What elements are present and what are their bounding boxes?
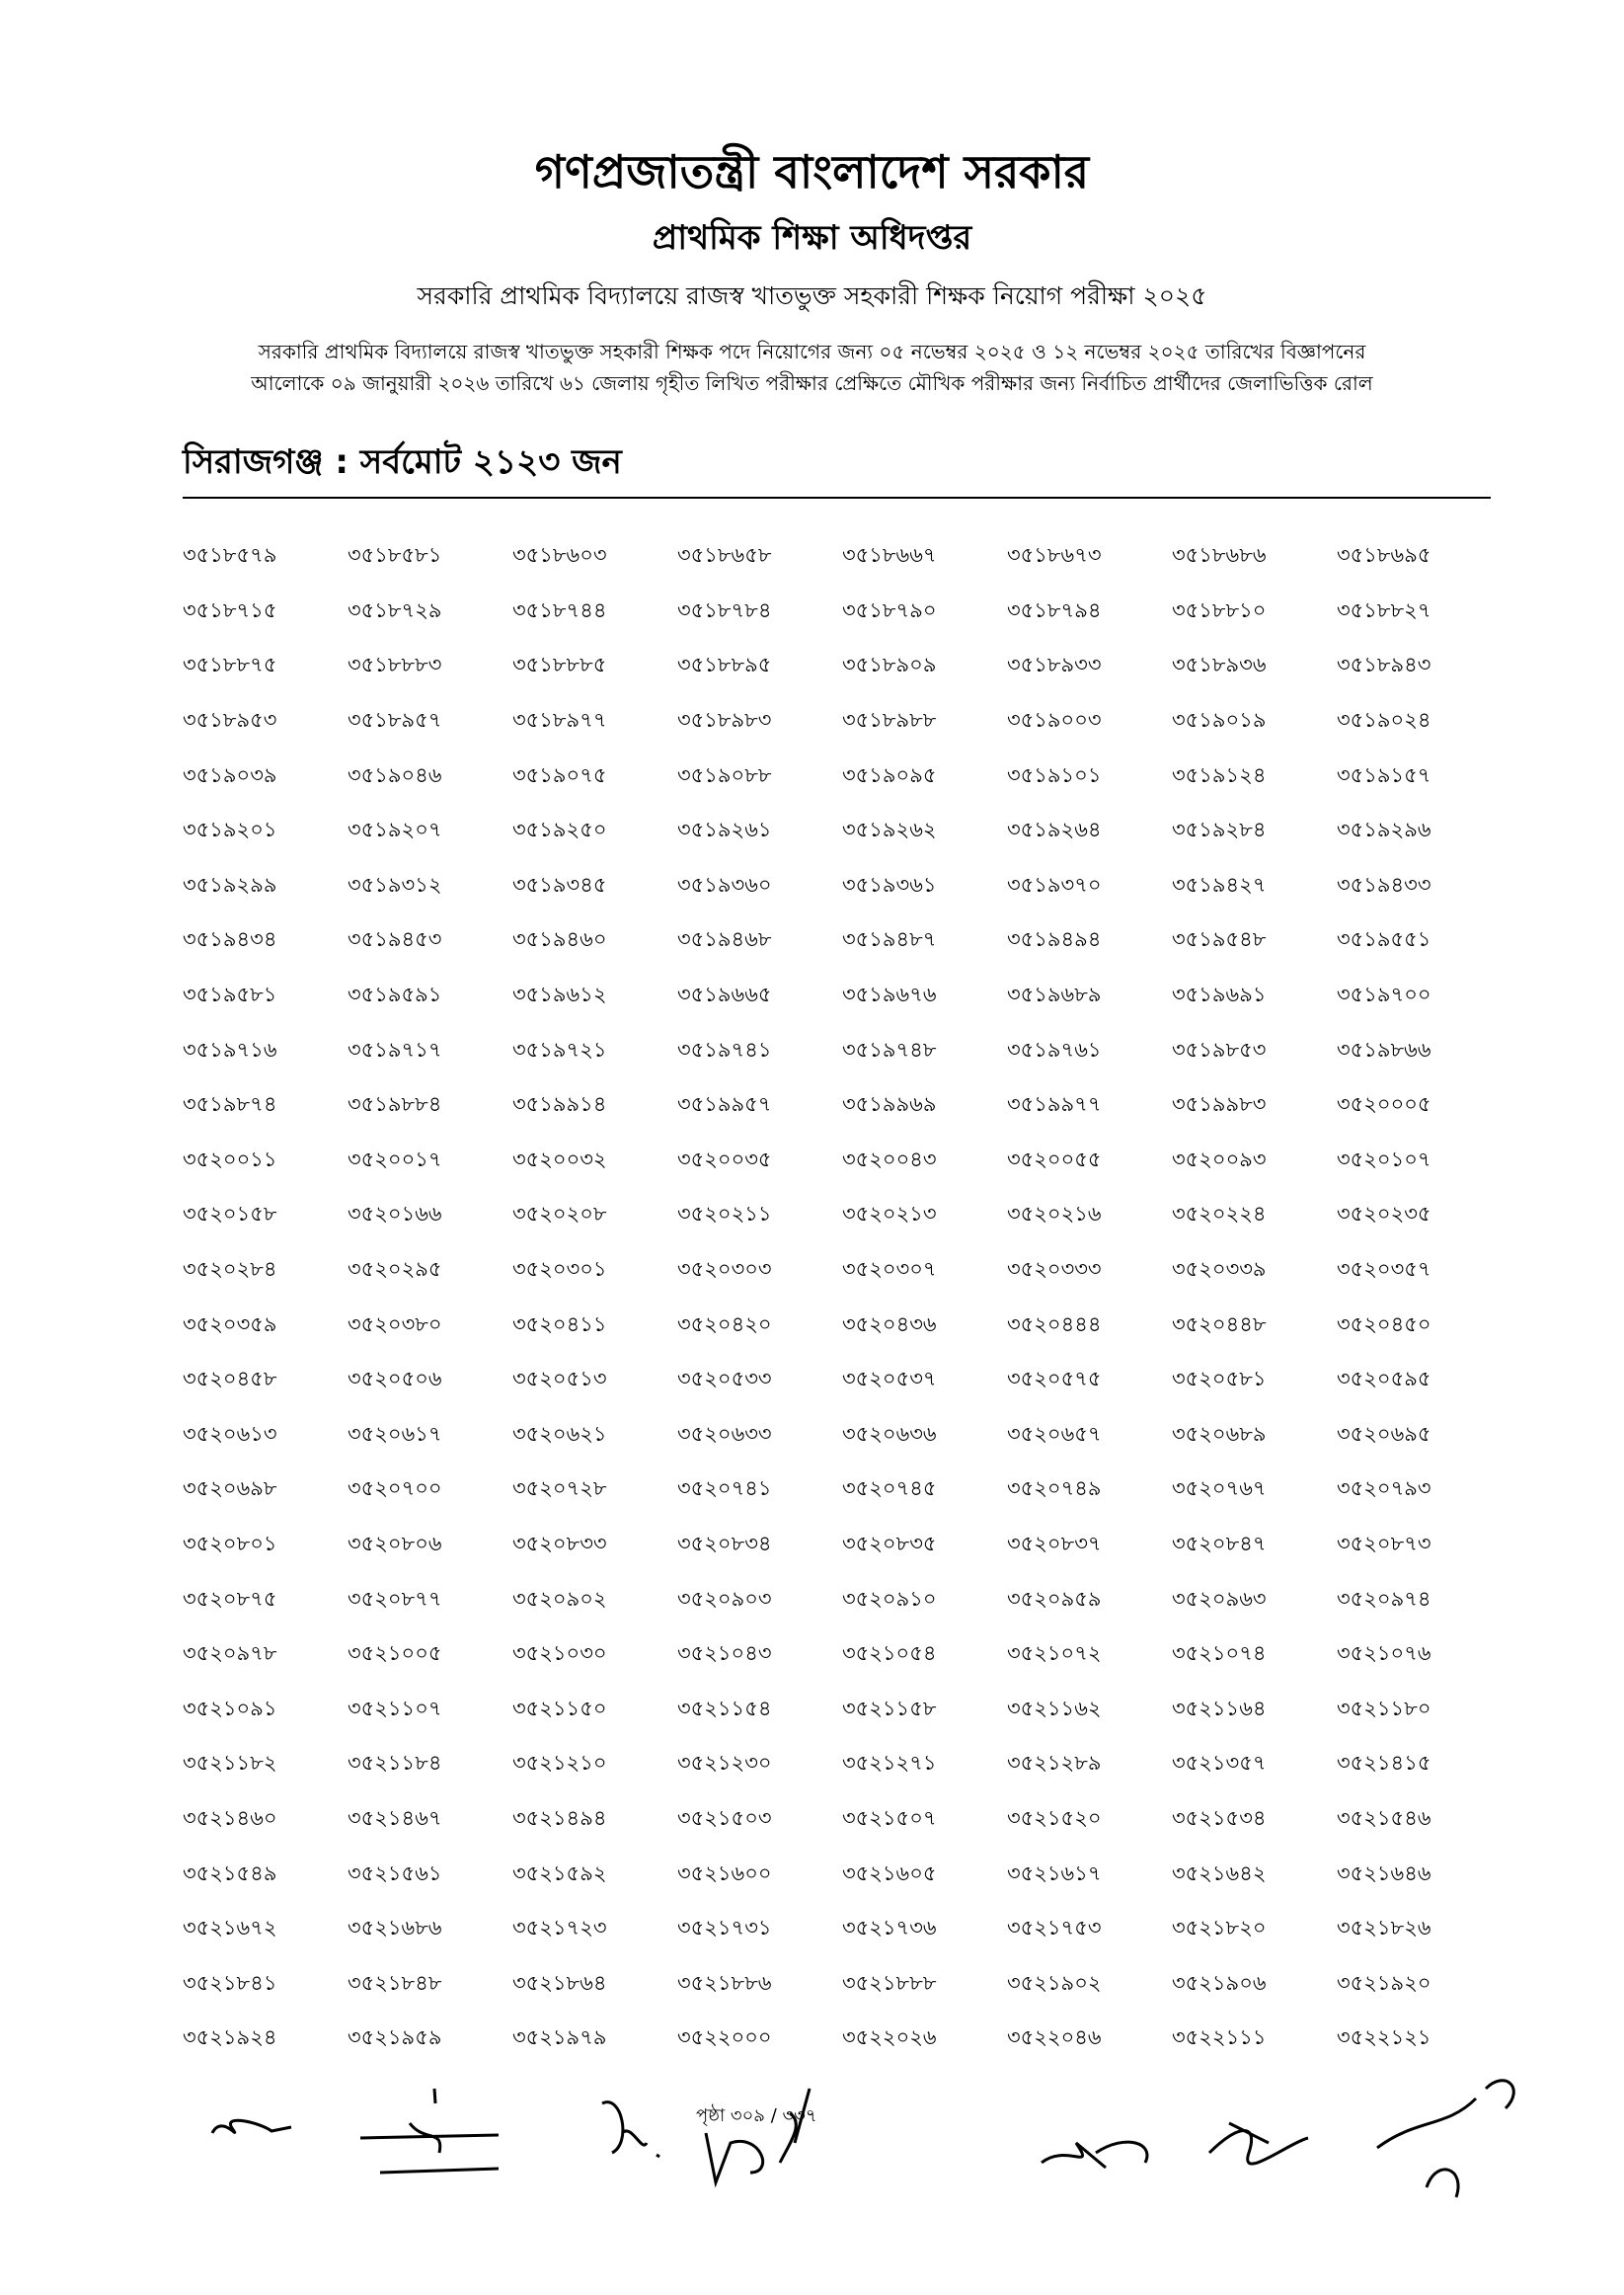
roll-number: ৩৫২১০৭২ [1007,1641,1102,1666]
roll-number: ৩৫২১১৮৪ [348,1751,442,1776]
roll-number: ৩৫২১৬০০ [677,1860,772,1885]
roll-number: ৩৫২২০৪৬ [1007,2025,1102,2050]
roll-number: ৩৫২০৩০১ [512,1257,607,1282]
roll-number: ৩৫২১৮৮৬ [677,1970,772,1995]
roll-number: ৩৫২১১৫০ [512,1696,607,1720]
roll-number: ৩৫১৮৬৫৮ [677,543,772,568]
roll-number: ৩৫২০৫৮১ [1172,1367,1267,1391]
roll-number: ৩৫১৮৫৮১ [348,543,442,568]
roll-number: ৩৫২০৩৫৯ [183,1311,277,1336]
roll-number: ৩৫২১১৮২ [183,1751,277,1776]
roll-number: ৩৫১৮৯৭৭ [512,708,607,733]
roll-number: ৩৫২০৩০৩ [677,1257,772,1282]
roll-number: ৩৫২১৫০৩ [677,1805,772,1830]
exam-title: সরকারি প্রাথমিক বিদ্যালয়ে রাজস্ব খাতভুক্ত সহকারী শিক্ষক নিয়োগ পরীক্ষা ২০২৫ [417,281,1207,310]
roll-number: ৩৫১৯৭৬১ [1007,1037,1102,1062]
roll-number: ৩৫২১১০৭ [348,1696,442,1720]
roll-number: ৩৫১৯৯৭৭ [1007,1092,1102,1117]
roll-number: ৩৫২১৬৮৬ [348,1916,442,1940]
roll-number: ৩৫১৯৮৭৪ [183,1092,277,1117]
roll-number: ৩৫১৯৫৯১ [348,983,442,1007]
roll-number: ৩৫২১৯০৬ [1172,1970,1267,1995]
roll-number: ৩৫১৯৬৯১ [1172,983,1267,1007]
roll-number: ৩৫১৮৮৯৫ [677,653,772,677]
roll-number: ৩৫১৯১২৪ [1172,762,1267,787]
roll-number: ৩৫১৯২৯৬ [1337,818,1431,842]
roll-number: ৩৫১৮৭৯০ [842,597,937,622]
roll-number: ৩৫২১১৫৪ [677,1696,772,1720]
roll-number: ৩৫১৯৪৩৪ [183,927,277,952]
roll-number: ৩৫২০৯৬৩ [1172,1586,1267,1611]
roll-number: ৩৫১৮৯০৯ [842,653,937,677]
roll-number: ৩৫১৮৭৪৪ [512,597,607,622]
roll-number: ৩৫২০৭৯৩ [1337,1476,1431,1501]
roll-number: ৩৫১৯৩১২ [348,872,442,897]
roll-number: ৩৫২০৩৩৩ [1007,1257,1102,1282]
roll-number: ৩৫১৮৮৭৫ [183,653,277,677]
roll-number: ৩৫২১৫৪৯ [183,1860,277,1885]
heading-divider [183,497,1491,499]
signature-5 [1199,2084,1318,2182]
roll-number: ৩৫২১৫৩৪ [1172,1805,1267,1830]
roll-number: ৩৫২১৮৪৮ [348,1970,442,1995]
roll-number: ৩৫১৯৭৪৮ [842,1037,937,1062]
roll-number: ৩৫২০৯৫৯ [1007,1586,1102,1611]
roll-number: ৩৫২১৮৮৮ [842,1970,937,1995]
roll-number-grid [183,529,1502,2067]
roll-number: ৩৫১৮৮৮৫ [512,653,607,677]
roll-number: ৩৫২১৮২৬ [1337,1916,1431,1940]
roll-number: ৩৫১৯৬১২ [512,983,607,1007]
roll-number: ৩৫২০৭৬৭ [1172,1476,1267,1501]
roll-number: ৩৫১৯২০৭ [348,818,442,842]
roll-number: ৩৫২১৬৪৬ [1337,1860,1431,1885]
roll-number: ৩৫২০৭৪১ [677,1476,772,1501]
roll-number: ৩৫২১৩৫৭ [1172,1751,1267,1776]
roll-number: ৩৫২০৫৩৭ [842,1367,937,1391]
notice-line-1: সরকারি প্রাথমিক বিদ্যালয়ে রাজস্ব খাতভুক্ত সহকারী শিক্ষক পদে নিয়োগের জন্য ০৫ নভেম্বর ২০২৫ ও ১২ নভেম্বর ২০২৫ তারিখের বিজ্ঞাপনের [258,340,1366,363]
roll-number: ৩৫২১০৪৩ [677,1641,772,1666]
directorate-title: প্রাথমিক শিক্ষা অধিদপ্তর [652,218,972,258]
roll-number: ৩৫১৯৮৬৬ [1337,1037,1431,1062]
roll-number: ৩৫২০৯১০ [842,1586,937,1611]
roll-number: ৩৫২০০১৭ [348,1147,442,1171]
roll-number: ৩৫২০৯৭৪ [1337,1586,1431,1611]
roll-number: ৩৫২১৬৭২ [183,1916,277,1940]
roll-number: ৩৫১৮৬৯৫ [1337,543,1431,568]
roll-number: ৩৫২০২৯৫ [348,1257,442,1282]
roll-number: ৩৫২০৩৫৭ [1337,1257,1431,1282]
roll-number: ৩৫১৯৬৮৯ [1007,983,1102,1007]
roll-number: ৩৫১৯৯১৪ [512,1092,607,1117]
roll-number: ৩৫২০৪২০ [677,1311,772,1336]
roll-number: ৩৫২১৭৩৬ [842,1916,937,1940]
roll-number: ৩৫১৯৯৮৩ [1172,1092,1267,1117]
roll-number: ৩৫২১৭২৩ [512,1916,607,1940]
roll-number: ৩৫২০০৫৫ [1007,1147,1102,1171]
roll-number: ৩৫২০৬২১ [512,1421,607,1446]
roll-number: ৩৫২১৪৬৭ [348,1805,442,1830]
roll-number: ৩৫২০০৩২ [512,1147,607,1171]
roll-number: ৩৫২১৮৪১ [183,1970,277,1995]
roll-number: ৩৫২০৪৪৮ [1172,1311,1267,1336]
roll-number: ৩৫২০০৩৫ [677,1147,772,1171]
roll-number: ৩৫২২১২১ [1337,2025,1431,2050]
roll-number: ৩৫১৮৬৬৭ [842,543,937,568]
roll-number: ৩৫১৯৭০০ [1337,983,1431,1007]
roll-number: ৩৫২০১০৭ [1337,1147,1431,1171]
roll-number: ৩৫২১৫৯২ [512,1860,607,1885]
roll-number: ৩৫১৯৫৮১ [183,983,277,1007]
roll-number: ৩৫২০৬৫৭ [1007,1421,1102,1446]
roll-number: ৩৫২২০২৬ [842,2025,937,2050]
roll-number: ৩৫১৯২০১ [183,818,277,842]
roll-number: ৩৫১৯০৯৫ [842,762,937,787]
roll-number: ৩৫২০২১৩ [842,1202,937,1227]
roll-number: ৩৫১৮৯৩৬ [1172,653,1267,677]
roll-number: ৩৫২০৭০০ [348,1476,442,1501]
roll-number: ৩৫২০৩৩৯ [1172,1257,1267,1282]
roll-number: ৩৫২০৪৫০ [1337,1311,1431,1336]
roll-number: ৩৫১৯৬৬৫ [677,983,772,1007]
roll-number: ৩৫২০৫১৩ [512,1367,607,1391]
roll-number: ৩৫২১৪৯৪ [512,1805,607,1830]
roll-number: ৩৫২০৫০৬ [348,1367,442,1391]
roll-number: ৩৫২০৮৩৩ [512,1531,607,1555]
roll-number: ৩৫২১২৩০ [677,1751,772,1776]
roll-number: ৩৫২১৯২৪ [183,2025,277,2050]
roll-number: ৩৫১৯৪৩৩ [1337,872,1431,897]
roll-number: ৩৫১৮৯৮৮ [842,708,937,733]
roll-number: ৩৫১৯০০৩ [1007,708,1102,733]
roll-number: ৩৫১৯০২৪ [1337,708,1431,733]
roll-number: ৩৫১৯৩৬০ [677,872,772,897]
roll-number: ৩৫১৮৯৫৩ [183,708,277,733]
roll-number: ৩৫২০৮৭৩ [1337,1531,1431,1555]
roll-number: ৩৫২০৪১১ [512,1311,607,1336]
roll-number: ৩৫১৯২৬১ [677,818,772,842]
roll-number: ৩৫২০০০৫ [1337,1092,1431,1117]
roll-number: ৩৫১৯৭৪১ [677,1037,772,1062]
roll-number: ৩৫২১২১০ [512,1751,607,1776]
notice-line-2: আলোকে ০৯ জানুয়ারী ২০২৬ তারিখে ৬১ জেলায় গৃহীত লিখিত পরীক্ষার প্রেক্ষিতে মৌখিক পরীক্ষার জন্য নির্বাচিত প্রার্থীদের জেলাভিত্তিক রোল [251,371,1373,395]
roll-number: ৩৫২০৮৭৭ [348,1586,442,1611]
roll-number: ৩৫২০৯৭৮ [183,1641,277,1666]
roll-number: ৩৫২১০০৫ [348,1641,442,1666]
roll-number: ৩৫১৯৪৯৪ [1007,927,1102,952]
roll-number: ৩৫২১১৮০ [1337,1696,1431,1720]
roll-number: ৩৫২০৮০১ [183,1531,277,1555]
roll-number: ৩৫১৯৯৬৯ [842,1092,937,1117]
roll-number: ৩৫২০৩৮০ [348,1311,442,1336]
roll-number: ৩৫১৮৭২৯ [348,597,442,622]
roll-number: ৩৫২০২৩৫ [1337,1202,1431,1227]
roll-number: ৩৫২০৬৩৩ [677,1421,772,1446]
roll-number: ৩৫২০২২৪ [1172,1202,1267,1227]
roll-number: ৩৫২১০৩০ [512,1641,607,1666]
roll-number: ৩৫১৯৪৬৮ [677,927,772,952]
roll-number: ৩৫২০০৯৩ [1172,1147,1267,1171]
roll-number: ৩৫২০৪৩৬ [842,1311,937,1336]
roll-number: ৩৫২০৮০৬ [348,1531,442,1555]
roll-number: ৩৫২০৮৩৫ [842,1531,937,1555]
roll-number: ৩৫১৯২৬২ [842,818,937,842]
roll-number: ৩৫২২০০০ [677,2025,772,2050]
roll-number: ৩৫২০০১১ [183,1147,277,1171]
roll-number: ৩৫২০৪৪৪ [1007,1311,1102,1336]
roll-number: ৩৫২০৬৯৫ [1337,1421,1431,1446]
roll-number: ৩৫২০৮৭৫ [183,1586,277,1611]
roll-number: ৩৫১৯০৪৬ [348,762,442,787]
roll-number: ৩৫২০৭৪৯ [1007,1476,1102,1501]
roll-number: ৩৫১৯২৯৯ [183,872,277,897]
roll-number: ৩৫২০১৫৮ [183,1202,277,1227]
roll-number: ৩৫২১৮২০ [1172,1916,1267,1940]
roll-number: ৩৫২১০৭৬ [1337,1641,1431,1666]
signature-1 [202,2084,301,2163]
roll-number: ৩৫১৮৯৪৩ [1337,653,1431,677]
roll-number: ৩৫১৮৯৩৩ [1007,653,1102,677]
roll-number: ৩৫১৯৪৮৭ [842,927,937,952]
roll-number: ৩৫১৯০১৯ [1172,708,1267,733]
roll-number: ৩৫২১৯৭৯ [512,2025,607,2050]
roll-number: ৩৫২১০৫৪ [842,1641,937,1666]
roll-number: ৩৫১৮৮৮৩ [348,653,442,677]
government-title: গণপ্রজাতন্ত্রী বাংলাদেশ সরকার [534,145,1090,198]
roll-number: ৩৫২০৮৩৭ [1007,1531,1102,1555]
roll-number: ৩৫২১৮৬৪ [512,1970,607,1995]
roll-number: ৩৫২০৮৩৪ [677,1531,772,1555]
roll-number: ৩৫২১১৬৪ [1172,1696,1267,1720]
roll-number: ৩৫১৯০৩৯ [183,762,277,787]
roll-number: ৩৫১৯৮৮৪ [348,1092,442,1117]
roll-number: ৩৫১৯৬৭৬ [842,983,937,1007]
roll-number: ৩৫২১৫৪৬ [1337,1805,1431,1830]
roll-number: ৩৫২০২১৬ [1007,1202,1102,1227]
roll-number: ৩৫২১২৭১ [842,1751,937,1776]
roll-number: ৩৫২২১১১ [1172,2025,1267,2050]
signature-6 [1367,2059,1545,2207]
roll-number: ৩৫১৯৪৫৩ [348,927,442,952]
roll-number: ৩৫২০৯০২ [512,1586,607,1611]
roll-number: ৩৫১৮৬৭৩ [1007,543,1102,568]
roll-number: ৩৫১৯২৫০ [512,818,607,842]
roll-number: ৩৫২১১৫৮ [842,1696,937,1720]
notice-text [148,336,1476,399]
roll-number: ৩৫২০৫৯৫ [1337,1367,1431,1391]
roll-number: ৩৫২১০৭৪ [1172,1641,1267,1666]
roll-number: ৩৫১৮৬৮৬ [1172,543,1267,568]
roll-number: ৩৫১৮৬০৩ [512,543,607,568]
roll-number: ৩৫২০৪৫৮ [183,1367,277,1391]
roll-number: ৩৫২০৭৪৫ [842,1476,937,1501]
roll-number: ৩৫২১৯০২ [1007,1970,1102,1995]
roll-number: ৩৫১৯২৬৪ [1007,818,1102,842]
roll-number: ৩৫২১৬০৫ [842,1860,937,1885]
roll-number: ৩৫২০৬৮৯ [1172,1421,1267,1446]
roll-number: ৩৫২১৭৫৩ [1007,1916,1102,1940]
roll-number: ৩৫২০২০৮ [512,1202,607,1227]
roll-number: ৩৫১৮৫৭৯ [183,543,277,568]
roll-number: ৩৫১৯৫৪৮ [1172,927,1267,952]
roll-number: ৩৫২০৭২৮ [512,1476,607,1501]
roll-number: ৩৫২০৫৩৩ [677,1367,772,1391]
roll-number: ৩৫২১০৯১ [183,1696,277,1720]
roll-number: ৩৫১৯৯৫৭ [677,1092,772,1117]
signature-3 [592,2084,889,2192]
roll-number: ৩৫২০২১১ [677,1202,772,1227]
roll-number: ৩৫২০৬১৩ [183,1421,277,1446]
roll-number: ৩৫১৮৮১০ [1172,597,1267,622]
roll-number: ৩৫২১৪১৫ [1337,1751,1431,1776]
roll-number: ৩৫১৯৪২৭ [1172,872,1267,897]
roll-number: ৩৫২১৯৫৯ [348,2025,442,2050]
roll-number: ৩৫২০২৮৪ [183,1257,277,1282]
roll-number: ৩৫১৮৯৫৭ [348,708,442,733]
roll-number: ৩৫২০১৬৬ [348,1202,442,1227]
roll-number: ৩৫২১৬৪২ [1172,1860,1267,1885]
roll-number: ৩৫১৯৩৭০ [1007,872,1102,897]
roll-number: ৩৫১৯৭২১ [512,1037,607,1062]
roll-number: ৩৫১৯১০১ [1007,762,1102,787]
roll-number: ৩৫২০৮৪৭ [1172,1531,1267,1555]
roll-number: ৩৫২১৯২০ [1337,1970,1431,1995]
roll-number: ৩৫১৯০৮৮ [677,762,772,787]
roll-number: ৩৫১৯১৫৭ [1337,762,1431,787]
roll-number: ৩৫২০৩০৭ [842,1257,937,1282]
roll-number: ৩৫২০৫৭৫ [1007,1367,1102,1391]
roll-number: ৩৫২১৫৬১ [348,1860,442,1885]
roll-number: ৩৫১৯৩৪৫ [512,872,607,897]
roll-number: ৩৫১৮৭১৫ [183,597,277,622]
roll-number: ৩৫১৮৮২৭ [1337,597,1431,622]
roll-number: ৩৫১৯৩৬১ [842,872,937,897]
roll-number: ৩৫১৯৭১৭ [348,1037,442,1062]
roll-number: ৩৫২০৯০৩ [677,1586,772,1611]
roll-number: ৩৫১৮৭৮৪ [677,597,772,622]
roll-number: ৩৫২১১৬২ [1007,1696,1102,1720]
roll-number: ৩৫১৮৯৮৩ [677,708,772,733]
signature-4 [1037,2084,1195,2182]
roll-number: ৩৫২০৬৯৮ [183,1476,277,1501]
roll-number: ৩৫১৯২৮৪ [1172,818,1267,842]
roll-number: ৩৫১৯৫৫১ [1337,927,1431,952]
roll-number: ৩৫১৯৪৬০ [512,927,607,952]
roll-number: ৩৫১৮৭৯৪ [1007,597,1102,622]
roll-number: ৩৫২১৭৩১ [677,1916,772,1940]
page-number: পৃষ্ঠা ৩০৯ / ৩৩৭ [696,2105,817,2126]
signature-2 [350,2084,508,2182]
roll-number: ৩৫২০৬১৭ [348,1421,442,1446]
roll-number: ৩৫২১২৮৯ [1007,1751,1102,1776]
roll-number: ৩৫১৯৮৫৩ [1172,1037,1267,1062]
roll-number: ৩৫২১৫২০ [1007,1805,1102,1830]
roll-number: ৩৫২০০৪৩ [842,1147,937,1171]
roll-number: ৩৫২১৪৬০ [183,1805,277,1830]
district-heading: সিরাজগঞ্জ : সর্বমোট ২১২৩ জন [183,442,622,482]
roll-number: ৩৫২১৫০৭ [842,1805,937,1830]
roll-number: ৩৫২০৬৩৬ [842,1421,937,1446]
roll-number: ৩৫২১৬১৭ [1007,1860,1102,1885]
roll-number: ৩৫১৯৭১৬ [183,1037,277,1062]
roll-number: ৩৫১৯০৭৫ [512,762,607,787]
